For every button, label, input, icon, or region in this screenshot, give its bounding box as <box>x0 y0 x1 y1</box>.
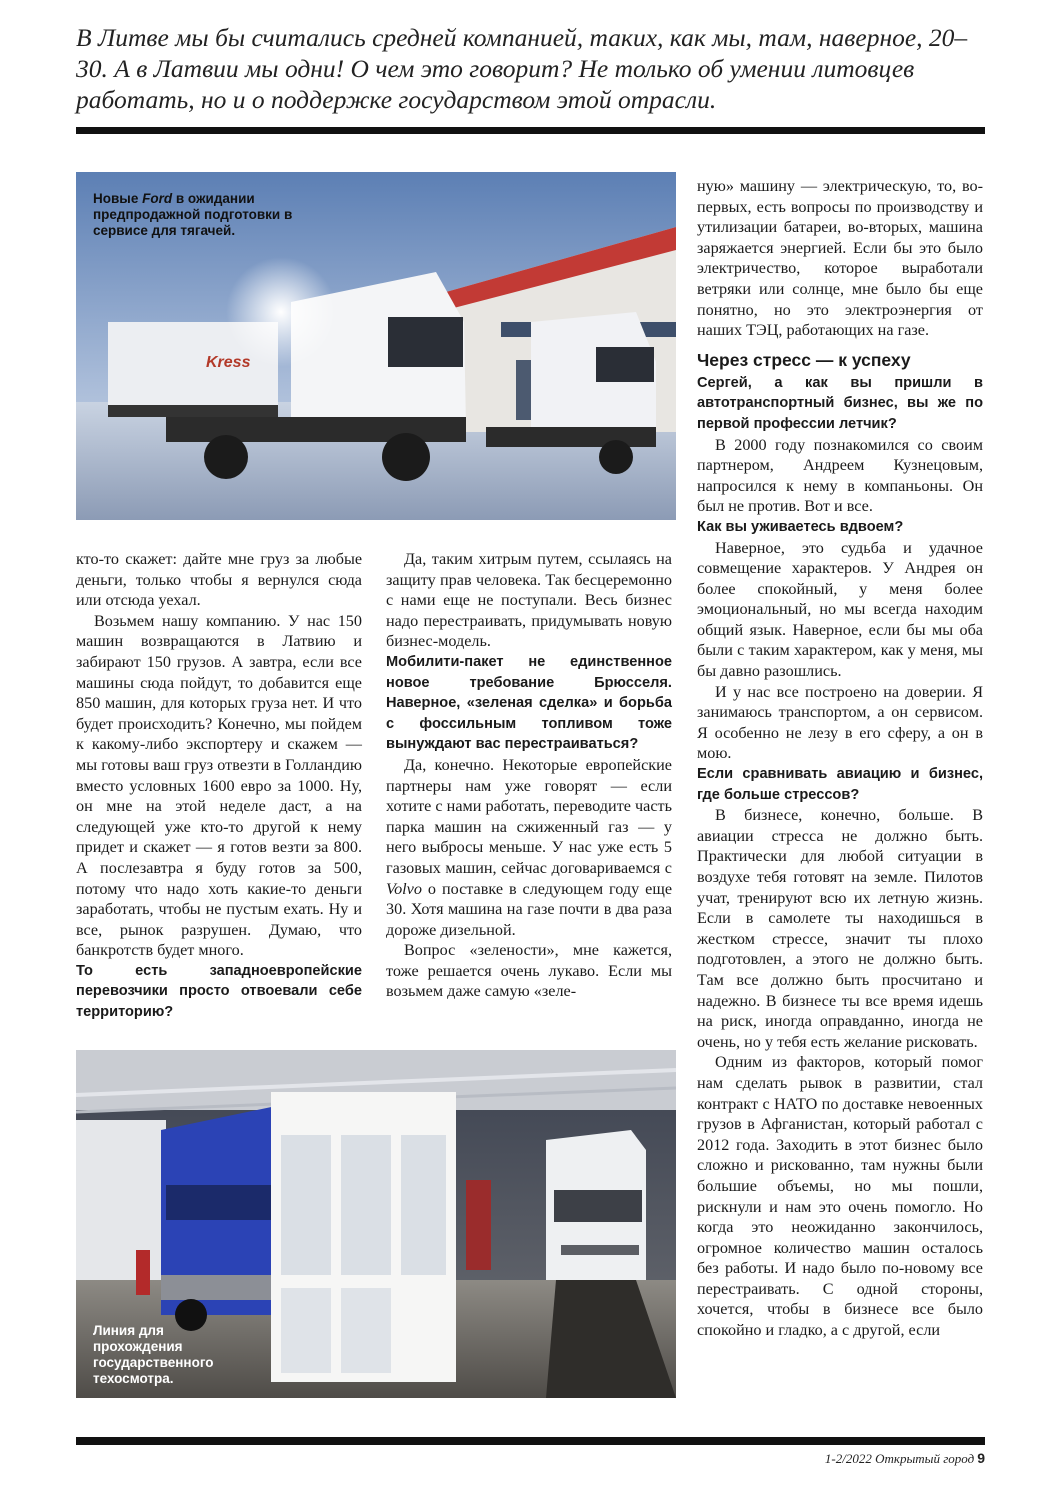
photo1-caption-post: в ожидании предпродажной подготовки в сервисе для тягачей. <box>93 191 293 238</box>
col2-paragraph-3: Вопрос «зелености», мне кажется, тоже решается очень лукаво. Если мы возьмем даже самую «зеле- <box>386 941 672 1001</box>
photo2-caption: Линия для прохождения государственного техосмотра. <box>93 1323 214 1386</box>
photo1-caption <box>93 191 313 239</box>
section-heading: Через стресс — к успеху <box>697 349 911 370</box>
col1-paragraph-1: кто-то скажет: дайте мне груз за любые деньги, только чтобы я вернулся сюда или отсюда уехал. <box>76 550 362 610</box>
col3-question-3: Если сравнивать авиацию и бизнес, где больше стрессов? <box>697 766 983 803</box>
col2-paragraph-2 <box>386 755 672 940</box>
col1-paragraph-2: Возьмем нашу компанию. У нас 150 машин возвращаются в Латвию и забирают 150 грузов. А завтра, если все машины сюда пойдут, то добавится еще 850 машин, для которых груза нет. И что будет происходить? Конечно, мы пойдем к какому-либо экспортеру и скажем — мы готовы ваш груз отвезти в Голландию вместо условных 1600 евро за 1000. Ну, он мне на этой неделе даст, а на следующей уже кто-то другой к нему придет и скажет — я готов везти за 800. А послезавтра я буду готов за 500, потому что надо хоть какие-то деньги заработать, чтобы не пустым ехать. Ну и все, рынок разрушен. Думаю, что банкротств будет много. <box>76 611 362 960</box>
col3-question-2: Как вы уживаетесь вдвоем? <box>697 518 904 535</box>
photo1-caption-pre: Новые <box>93 191 143 206</box>
bottom-rule <box>76 1437 985 1445</box>
col2-paragraph-2-pre: Да, конечно. Некоторые европейские партнеры нам уже говорят — если хотите с нами работать, переводите часть парка машин на сжиженный газ — у него выбросы меньше. У нас уже есть 5 газовых машин, сейчас договариваемся с <box>386 755 672 877</box>
pull-quote: В Литве мы бы считались средней компанией, таких, как мы, там, наверное, 20–30. А в Латвии мы одни! О чем это говорит? Не только об умении литовцев работать, но и о поддержке государством этой отрасли. <box>76 23 968 114</box>
col2-brand-volvo: Volvo <box>386 879 422 898</box>
photo1-caption-brand: Ford <box>142 191 173 206</box>
column-2 <box>386 549 672 1002</box>
col3-paragraph-3: Наверное, это судьба и удачное совмещение характеров. У Андрея он более спокойный, у меня более эмоциональный, но мы всегда находим общий язык. Наверное, если бы мы оба были с таким характером, как у меня, мы бы давно разошлись. <box>697 538 983 681</box>
top-rule <box>76 127 985 134</box>
col3-paragraph-2: В 2000 году познакомился со своим партнером, Андреем Кузнецовым, напросился к нему в компаньоны. Он был не против. Вот и все. <box>697 435 983 516</box>
col2-paragraph-1: Да, таким хитрым путем, ссылаясь на защиту прав человека. Так бесцеремонно с нами еще не поступали. Весь бизнес надо перестраивать, придумывать новую бизнес-модель. <box>386 550 672 651</box>
col2-paragraph-2-post: о поставке в следующем году еще 30. Хотя машина на газе почти в два раза дороже дизельной. <box>386 879 672 939</box>
col2-question-1: Мобилити-пакет не единственное новое требование Брюсселя. Наверное, «зеленая сделка» и борьба с фоссильным топливом тоже вынуждают вас перестраиваться? <box>386 653 672 753</box>
trailer-logo-text: Kress <box>206 354 251 371</box>
issue-label: 1-2/2022 Открытый город <box>824 1451 975 1466</box>
col3-paragraph-4: И у нас все построено на доверии. Я занимаюсь транспортом, а он сервисом. Я особенно не лезу в его сферу, а он в мою. <box>697 682 983 763</box>
column-1 <box>76 549 362 1023</box>
page-number: 9 <box>977 1450 985 1466</box>
col3-paragraph-6: Одним из факторов, который помог нам сделать рывок в развитии, стал контракт с НАТО по доставке невоенных грузов в Афганистан, который работал с 2012 года. Заходить в этот бизнес было сложно и рискованно, там нужны были большие объемы, но мы пошли, рискнули и нам это очень помогло. Но когда это неожиданно закончилось, огромное количество машин осталось без работы. И надо было по-новому все перестраивать. С одной стороны, хочется, чтобы в бизнесе все было спокойно и гладко, а с другой, если <box>697 1053 983 1340</box>
page-footer <box>825 1450 985 1467</box>
column-3 <box>697 176 983 1341</box>
col3-paragraph-5: В бизнесе, конечно, больше. В авиации стресса не должно быть. Практически для любой ситуации в воздухе тебя готовят на земле. Пилотов учат, тренируют всю их летную жизнь. Если в самолете ты находишься в жестком стрессе, значит ты плохо подготовлен, а этого не должно быть. Там все должно быть просчитано и надежно. В бизнесе ты все время идешь на риск, иногда оправданно, иногда не очень, но у тебя есть желание рисковать. <box>697 806 983 1051</box>
col3-paragraph-1: ную» машину — электрическую, то, во-первых, есть вопросы по производству и утилизации батареи, во-вторых, машина заряжается энергией. Если бы это было электричество, которое выработали ветряки или солнце, мне было бы еще понятно, но это электроэнергия от наших ТЭЦ, работающих на газе. <box>697 177 983 340</box>
col3-question-1: Сергей, а как вы пришли в автотранспортный бизнес, вы же по первой профессии летчик? <box>697 374 983 432</box>
col1-question-1: То есть западноевропейские перевозчики просто отвоевали себе территорию? <box>76 962 362 1021</box>
